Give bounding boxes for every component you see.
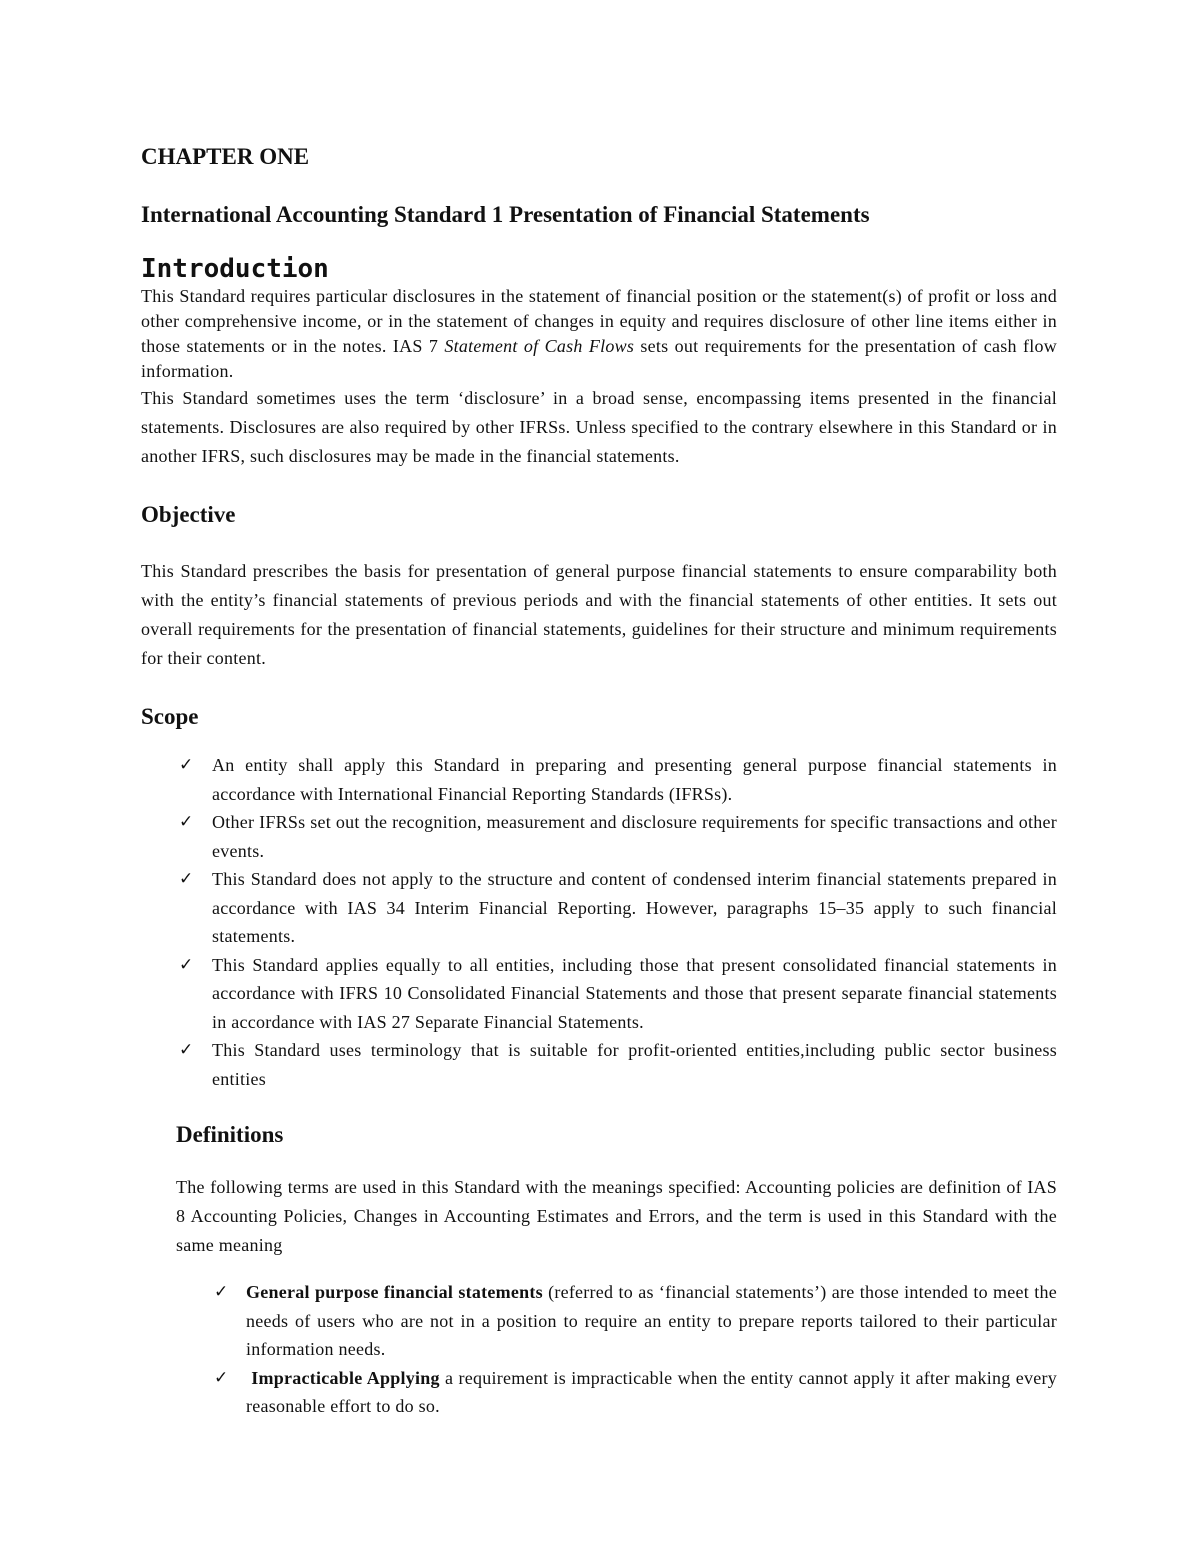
introduction-paragraph-1 xyxy=(141,284,1057,384)
scope-item-text: This Standard does not apply to the structure and content of condensed interim financial statements prepared in accordance with IAS 34 Interim Financial Reporting. However, paragraphs 15–35 apply to such financial statements. xyxy=(212,869,1057,946)
objective-heading: Objective xyxy=(141,502,236,527)
definitions-section xyxy=(176,1121,1057,1421)
definition-term: Impracticable Applying xyxy=(251,1367,440,1388)
introduction-paragraph-1-text-b: sets out requirements for the presentation of cash flow information. xyxy=(141,336,1057,381)
check-icon: ✓ xyxy=(179,954,194,975)
introduction-paragraph-1-italic: Statement of Cash Flows xyxy=(444,336,635,356)
objective-paragraph: This Standard prescribes the basis for presentation of general purpose financial statements to ensure comparability both with the entity’s financial statements of previous periods and with the financial statements of other entities. It sets out overall requirements for the presentation of financial statements, guidelines for their structure and minimum requirements for their content. xyxy=(141,561,1057,668)
scope-item-text: Other IFRSs set out the recognition, measurement and disclosure requirements for specific transactions and other events. xyxy=(212,812,1057,861)
scope-item-text: This Standard applies equally to all entities, including those that present consolidated financial statements in accordance with IFRS 10 Consolidated Financial Statements and those that present separate financial statements in accordance with IAS 27 Separate Financial Statements. xyxy=(212,954,1057,1032)
check-icon: ✓ xyxy=(179,869,194,889)
list-item xyxy=(141,1036,1057,1093)
chapter-heading: CHAPTER ONE xyxy=(141,144,310,169)
check-icon: ✓ xyxy=(179,755,194,775)
document-content xyxy=(141,143,1057,1421)
scope-item-text: An entity shall apply this Standard in preparing and presenting general purpose financial statements in accordance with International Financial Reporting Standards (IFRSs). xyxy=(212,755,1057,804)
scope-list xyxy=(141,751,1057,1093)
definition-text: a requirement is impracticable when the entity cannot apply it after making every reasonable effort to do so. xyxy=(246,1367,1057,1416)
definition-term: General purpose financial statements xyxy=(246,1282,543,1302)
definition-text: (referred to as ‘financial statements’) are those intended to meet the needs of users who are not in a position to require an entity to prepare reports tailored to their particular information needs. xyxy=(246,1282,1057,1359)
check-icon: ✓ xyxy=(214,1367,229,1388)
definitions-heading: Definitions xyxy=(176,1122,284,1147)
introduction-paragraph-1-text-a: This Standard requires particular disclosures in the statement of financial position or the statement(s) of profit or loss and other comprehensive income, or in the statement of changes in equity and requires disclosure of other line items either in those statements or in the notes. IAS 7 xyxy=(141,286,1057,356)
check-icon: ✓ xyxy=(179,812,194,832)
list-item xyxy=(141,865,1057,951)
scope-item-text: This Standard uses terminology that is suitable for profit-oriented entities,including public sector business entities xyxy=(212,1040,1057,1089)
scope-heading: Scope xyxy=(141,704,199,729)
list-item xyxy=(141,808,1057,865)
list-item xyxy=(176,1278,1057,1364)
list-item xyxy=(176,1364,1057,1421)
check-icon: ✓ xyxy=(214,1282,229,1302)
list-item xyxy=(141,751,1057,808)
list-item xyxy=(141,951,1057,1037)
definitions-list xyxy=(176,1278,1057,1421)
introduction-paragraph-2: This Standard sometimes uses the term ‘disclosure’ in a broad sense, encompassing items presented in the financial statements. Disclosures are also required by other IFRSs. Unless specified to the contrary elsewhere in this Standard or in another IFRS, such disclosures may be made in the financial statements. xyxy=(141,388,1057,466)
definitions-paragraph: The following terms are used in this Standard with the meanings specified: Accounting policies are definition of IAS 8 Accounting Policies, Changes in Accounting Estimates and Errors, and the term is used in this Standard with the same meaning xyxy=(176,1177,1057,1255)
document-title: International Accounting Standard 1 Presentation of Financial Statements xyxy=(141,202,870,227)
introduction-heading: Introduction xyxy=(141,254,329,284)
check-icon: ✓ xyxy=(179,1040,194,1060)
